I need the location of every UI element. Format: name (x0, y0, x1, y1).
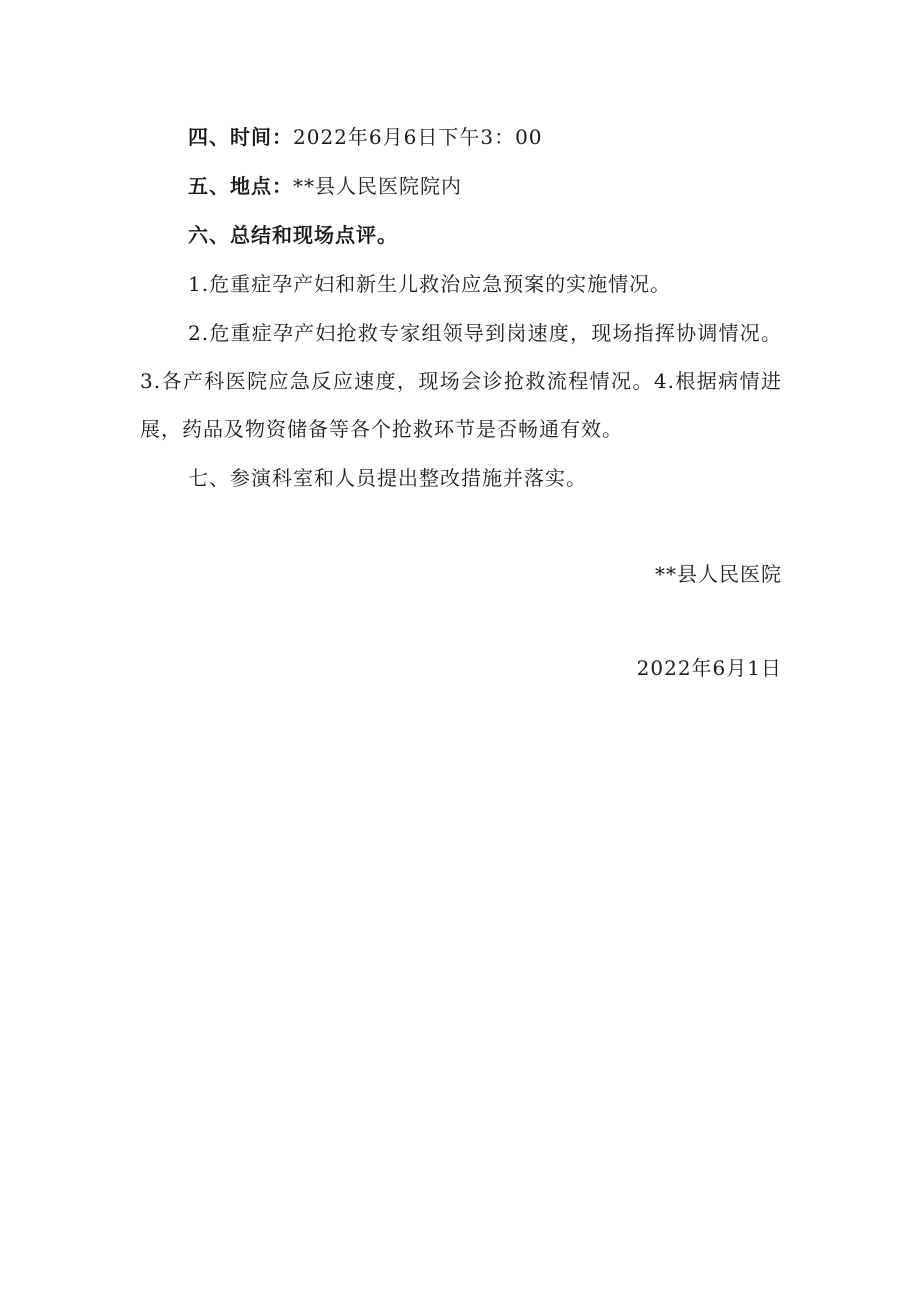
section-place-value: **县人民医院院内 (293, 174, 462, 198)
section-place (140, 162, 838, 210)
section-summary-heading: 六、总结和现场点评。 (188, 223, 398, 247)
section-time-value: 2022年6月6日下午3：00 (293, 125, 543, 149)
signature-organization: **县人民医院 (655, 562, 782, 586)
signature-date: 2022年6月1日 (636, 656, 782, 680)
section-time-label: 四、时间： (188, 125, 293, 149)
section-rectify: 七、参演科室和人员提出整改措施并落实。 (188, 466, 587, 490)
section-time (140, 113, 838, 161)
summary-item-1: 1.危重症孕产妇和新生儿救治应急预案的实施情况。 (188, 272, 672, 296)
section-place-label: 五、地点： (188, 174, 293, 198)
summary-item-2: 2.危重症孕产妇抢救专家组领导到岗速度，现场指挥协调情况。3.各产科医院应急反应速度，现场会诊抢救流程情况。4.根据病情进展，药品及物资储备等各个抢救环节是否畅通有效。 (140, 321, 782, 441)
